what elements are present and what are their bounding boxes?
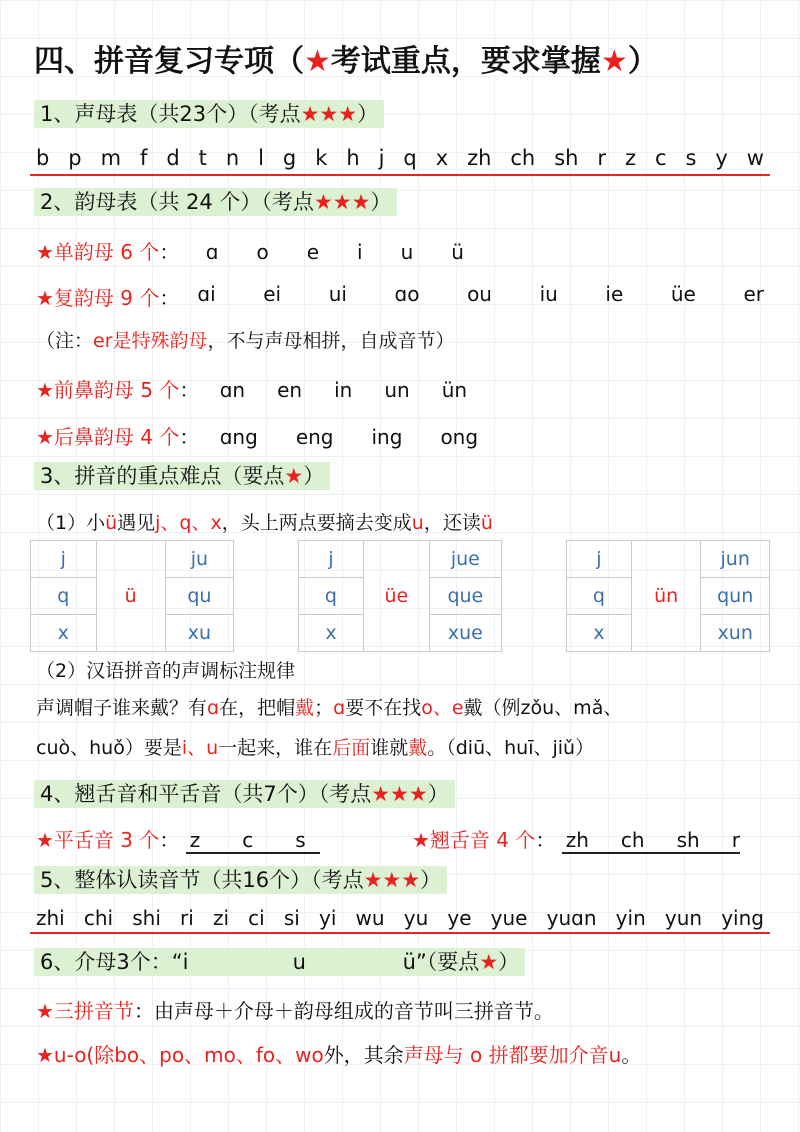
initial-letter: sh (554, 146, 579, 170)
front-nasal-row: ★前鼻韵母 5 个： ɑn en in un ün (36, 378, 468, 402)
retroflex-row: ★翘舌音 4 个： zh ch sh r (412, 828, 740, 852)
final-item: o (256, 240, 269, 264)
section-6-heading: 6、介母3个：“i u ü”（要点★） (34, 946, 525, 976)
syllable-item: ying (721, 906, 764, 930)
final-item: ün (441, 378, 468, 402)
syllable-item: wu (355, 906, 385, 930)
final-item: ie (605, 282, 624, 306)
final-item: un (384, 378, 410, 402)
section-1-heading: 1、声母表（共23个）（考点★★★） (34, 98, 384, 128)
syllable-item: yun (664, 906, 703, 930)
syllable-item: yin (615, 906, 646, 930)
initial-letter: l (258, 146, 264, 170)
flat-tongue-row: ★平舌音 3 个： z c s (36, 824, 320, 854)
syllable-item: si (283, 906, 300, 930)
initial-letter: sh (676, 828, 700, 852)
initial-letter: f (140, 146, 148, 170)
initial-letter: zh (565, 828, 589, 852)
star-icon: ★ (600, 44, 628, 79)
star-icon: ★ (304, 44, 331, 79)
initial-letter: z (625, 146, 637, 170)
syllable-item: shi (132, 906, 161, 930)
tone-rule-line-2: cuò、huǒ）要是i、u一起来，谁在后面谁就戴。（diū、huī、jiǔ） (36, 737, 595, 759)
final-item: in (334, 378, 353, 402)
initial-letter: z (189, 828, 201, 852)
initial-letter: m (100, 146, 122, 170)
initial-letter: w (746, 146, 764, 170)
final-item: en (277, 378, 303, 402)
initial-letter: s (295, 828, 306, 852)
syllable-item: ci (248, 906, 265, 930)
tone-rule-line-1: 声调帽子谁来戴？有ɑ在，把帽戴；ɑ要不在找o、e戴（例zǒu、mǎ、 (36, 697, 623, 719)
initial-letter: j (378, 146, 385, 170)
initial-letter: p (68, 146, 82, 170)
initial-letter: d (166, 146, 180, 170)
initial-letter: zh (467, 146, 492, 170)
syllable-item: yue (490, 906, 528, 930)
syllable-item: yi (319, 906, 337, 930)
final-item: eng (295, 425, 334, 449)
divider (30, 174, 770, 176)
final-item: ou (467, 282, 492, 306)
syllable-item: ye (447, 906, 472, 930)
initial-letter: n (225, 146, 240, 170)
section-2-heading: 2、韵母表（共 24 个）（考点★★★） (34, 186, 397, 216)
final-item: ing (371, 425, 403, 449)
final-item: ɑi (197, 282, 216, 306)
syllable-item: zhi (36, 906, 65, 930)
initial-letter: t (198, 146, 207, 170)
syllable-item: yu (403, 906, 429, 930)
syllable-item: zi (212, 906, 230, 930)
table-ue: j üe jue q que x xue (298, 540, 502, 652)
initials-list (36, 146, 764, 170)
section-5-heading: 5、整体认读音节（共16个）（考点★★★） (34, 864, 447, 894)
section-4-heading: 4、翘舌音和平舌音（共7个）（考点★★★） (34, 778, 455, 808)
table-un: j ün jun q qun x xun (566, 540, 770, 652)
divider (30, 932, 770, 934)
final-item: ɑo (394, 282, 420, 306)
compound-finals-row: ★复韵母 9 个： ɑi ei ui ɑo ou iu ie üe er (36, 282, 764, 310)
initial-letter: y (715, 146, 728, 170)
final-item: ɑ (205, 240, 219, 264)
final-item: iu (539, 282, 558, 306)
initial-letter: k (315, 146, 328, 170)
initial-letter: h (346, 146, 360, 170)
syllable-item: ri (180, 906, 194, 930)
initial-letter: s (685, 146, 697, 170)
syllable-item: yuɑn (546, 906, 597, 930)
section-3-heading: 3、拼音的重点难点（要点★） (34, 460, 330, 490)
initial-letter: ch (620, 828, 645, 852)
initial-letter: r (731, 828, 740, 852)
whole-syllables-list (36, 906, 764, 930)
initial-letter: r (597, 146, 607, 170)
note: （注：er是特殊韵母，不与声母相拼，自成音节） (36, 330, 455, 352)
table-u: j ü ju q qu x xu (30, 540, 234, 652)
final-item: ü (451, 240, 464, 264)
initial-letter: c (655, 146, 667, 170)
final-item: ong (440, 425, 479, 449)
final-item: i (357, 240, 363, 264)
final-item: üe (670, 282, 696, 306)
initial-letter: x (435, 146, 449, 170)
rule-2-heading: （2）汉语拼音的声调标注规律 (36, 660, 296, 682)
final-item: u (400, 240, 414, 264)
initial-letter: g (282, 146, 297, 170)
final-item: ei (263, 282, 282, 306)
initial-letter: q (403, 146, 417, 170)
initial-letter: b (36, 146, 50, 170)
final-item: e (306, 240, 319, 264)
initial-letter: c (242, 828, 254, 852)
back-nasal-row: ★后鼻韵母 4 个： ɑng eng ing ong (36, 425, 479, 449)
syllable-item: chi (83, 906, 114, 930)
simple-finals-row: ★单韵母 6 个： ɑ o e i u ü (36, 240, 464, 264)
rule-1: （1）小ü遇见j、q、x，头上两点要摘去变成u，还读ü (36, 512, 493, 534)
final-item: ɑn (219, 378, 246, 402)
triple-syllable-note: ★三拼音节：由声母＋介母＋韵母组成的音节叫三拼音节。 (36, 999, 554, 1023)
initial-letter: ch (510, 146, 536, 170)
final-item: er (743, 282, 764, 306)
final-item: ɑng (219, 425, 258, 449)
final-item: ui (328, 282, 347, 306)
uo-rule: ★u-o(除bo、po、mo、fo、wo外，其余声母与 o 拼都要加介音u。 (36, 1043, 642, 1067)
page-title: 四、拼音复习专项（★考试重点，要求掌握★） (34, 44, 658, 79)
